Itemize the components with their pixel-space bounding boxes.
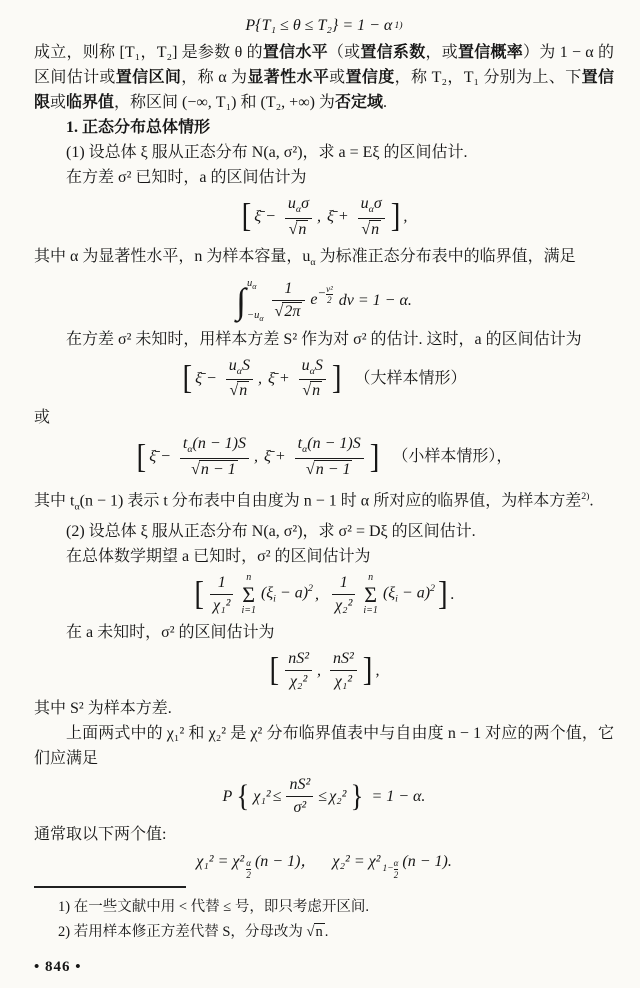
emphasis-term: 置信限: [34, 69, 614, 111]
tiny-fraction: α 2: [246, 858, 251, 880]
close-brace: }: [350, 779, 364, 814]
text-segment: ）为 1 − α 的区间估计或: [34, 44, 614, 86]
sum-upper-limit: n: [368, 572, 374, 584]
fraction: [210, 573, 233, 616]
quantile-subscript: [246, 858, 251, 880]
text-segment: ，称区间 (−∞, T₁) 和 (T₂, +∞) 为: [114, 94, 335, 111]
footnote-block: [34, 886, 614, 945]
probability-symbol: P: [222, 787, 233, 805]
numerator: nS²: [288, 650, 309, 668]
text-segment: α: [310, 256, 316, 268]
radical-sign: √: [302, 382, 311, 400]
radical-sign: √: [191, 460, 199, 478]
subscript: α: [295, 204, 302, 216]
fraction: [358, 194, 385, 240]
denominator: [285, 218, 312, 240]
argument: (n − 1)，: [254, 853, 317, 871]
text-segment: ，称 α 为: [181, 69, 248, 86]
fraction: [285, 194, 312, 240]
footnote-1: 1) 在一些文献中用 < 代替 ≤ 号，即只考虑开区间.: [58, 899, 369, 916]
text-segment: .: [589, 492, 594, 510]
text-segment: 2): [581, 490, 590, 502]
denominator: [358, 218, 385, 240]
open-bracket: [: [269, 651, 280, 690]
denominator: χ₁²: [210, 594, 233, 616]
close-bracket: ]: [437, 575, 448, 614]
numerator: $t_\alpha(n - 1)S$: [297, 435, 361, 456]
radical-sign: √: [274, 303, 283, 321]
sigma-sign: Σ: [242, 581, 256, 607]
lower-limit: $-u_\alpha$: [246, 309, 264, 323]
squared-deviation-term: $(\xi_i - a)^2$: [260, 583, 313, 605]
para-t-critical: [34, 484, 614, 520]
separator: ,: [253, 448, 262, 466]
close-bracket: ]: [369, 437, 380, 476]
radicand: n: [239, 382, 248, 400]
numerator: 1: [217, 574, 226, 592]
sum-lower-limit: i=1: [241, 604, 256, 616]
fraction: [295, 434, 364, 480]
emphasis-term: 临界值: [66, 94, 115, 111]
text-segment: 为标准正态分布表中的临界值，满足: [315, 247, 576, 265]
mean-minus-term: ξ̄ −: [254, 207, 280, 225]
upper-limit: $u_\alpha$: [246, 277, 257, 291]
exponent: − v² 2: [317, 283, 333, 305]
trailing-comma: ,: [403, 207, 408, 225]
trailing-comma: ,: [375, 661, 380, 679]
close-bracket: ]: [331, 359, 342, 397]
denominator: [226, 379, 253, 401]
fraction: [286, 775, 313, 818]
mean-plus-term: ξ̄ +: [263, 448, 290, 466]
subscript: α: [309, 365, 315, 377]
fraction: [272, 279, 306, 322]
sum-upper-limit: n: [246, 572, 252, 584]
formula-normal-integral: [34, 279, 614, 323]
text-segment: α: [74, 501, 80, 513]
close-bracket: ]: [390, 197, 401, 236]
differential-equals: dv = 1 − α.: [334, 291, 412, 309]
equals-term: = 1 − α.: [367, 787, 426, 805]
denominator: [180, 458, 249, 480]
radical-sign: √: [306, 924, 314, 941]
summation: [363, 573, 378, 616]
radical-sign: √: [288, 220, 297, 238]
sigma-sign: Σ: [364, 581, 378, 607]
subscript: α: [302, 444, 308, 456]
integral-sign: ∫: [236, 280, 246, 321]
text-segment: 其中 t: [34, 492, 75, 510]
quantile-subscript: 1− $\frac{\alpha}{2}$: [382, 858, 399, 880]
numerator: $u_\alpha S$: [301, 356, 323, 377]
numerator: nS²: [289, 776, 311, 794]
formula-chi-quantiles: [34, 851, 614, 880]
mean-minus-term: ξ̄ −: [195, 369, 221, 387]
subscript: α: [187, 444, 193, 456]
radicand: n: [312, 382, 321, 400]
para-definition: [34, 40, 614, 115]
para-case1-mean: (1) 设总体 ξ 服从正态分布 N(a, σ²)，求 a = Eξ 的区间估计.: [66, 144, 468, 161]
separator: ,: [315, 585, 327, 603]
text-segment: （或: [327, 44, 361, 61]
text-segment: .: [382, 94, 387, 111]
open-bracket: [: [194, 575, 205, 614]
tiny-fraction: $\frac{\text{v²}}{2}$: [326, 283, 333, 305]
mean-plus-term: ξ̄ +: [267, 369, 294, 387]
para-sample-variance: 其中 S² 为样本方差.: [34, 700, 172, 718]
text-segment: 其中 α 为显著性水平，n 为样本容量，u: [34, 247, 311, 265]
leq-sign: ≤: [318, 787, 328, 805]
subscript: α: [236, 365, 242, 377]
radicand: n − 1: [200, 460, 236, 478]
denominator: χ₂²: [285, 670, 312, 692]
integral-limits: [247, 279, 264, 323]
subscript: α: [368, 204, 374, 216]
chi-upper: χ₂²: [329, 787, 347, 805]
mean-plus-term: ξ̄ +: [327, 207, 353, 225]
formula-interval-sigma-mean-known: [34, 573, 614, 616]
numerator: $u_\alpha S$: [228, 356, 250, 377]
radical-sign: √: [229, 382, 238, 400]
para-mean-unknown: 在 a 未知时，σ² 的区间估计为: [66, 624, 275, 642]
emphasis-term: 置信概率: [457, 44, 523, 61]
summation: [241, 573, 256, 616]
radical-sign: √: [361, 220, 370, 238]
denominator: σ²: [286, 796, 313, 818]
text-segment: 或: [50, 94, 67, 111]
fraction: [285, 649, 312, 692]
fraction: [299, 356, 326, 402]
numerator: 1: [284, 280, 293, 298]
emphasis-term: 置信系数: [360, 44, 426, 61]
numerator: $t_\alpha(n - 1)S$: [182, 435, 246, 456]
squared-deviation-term: $(\xi_i - a)^2$: [382, 583, 435, 605]
denominator: χ₂²: [332, 594, 355, 616]
formula-body: P{T₁ ≤ θ ≤ T₂} = 1 − α: [245, 17, 393, 34]
footnote-divider: [34, 886, 186, 888]
text-segment: 或: [329, 69, 346, 86]
sum-lower-limit: i=1: [363, 604, 378, 616]
para-variance-known: 在方差 σ² 已知时，a 的区间估计为: [66, 169, 307, 186]
fraction: [226, 356, 253, 402]
radical-sign: √: [305, 460, 314, 478]
para-variance-unknown: 在方差 σ² 未知时，用样本方差 S² 作为对 σ² 的估计. 这时，a 的区间估计为: [66, 330, 582, 348]
mean-minus-term: ξ̄ −: [149, 448, 175, 466]
open-brace: {: [236, 779, 250, 814]
formula-confidence-statement: [34, 16, 614, 36]
separator: ,: [317, 661, 325, 679]
denominator: [299, 379, 326, 401]
formula-chi-probability: [34, 775, 614, 818]
integral: [236, 279, 263, 323]
open-bracket: [: [241, 197, 252, 236]
open-bracket: [: [136, 437, 147, 476]
radicand: n − 1: [315, 460, 351, 478]
exponential-term: $e^{- \frac{\text{v²}}{2}}$: [310, 283, 333, 308]
text-segment: 成立，则称 [T₁，T₂] 是参数 θ 的: [34, 44, 263, 61]
case-note-small-sample: （小样本情形），: [392, 448, 513, 466]
numerator: nS²: [333, 650, 354, 668]
para-chi-values: 上面两式中的 χ₁² 和 χ₂² 是 χ² 分布临界值表中与自由度 n − 1 对应的两个值，它们应满足: [34, 725, 614, 768]
text-segment: ，或: [425, 44, 458, 61]
heading-normal-population: 1. 正态分布总体情形: [66, 119, 211, 136]
emphasis-term: 置信度: [345, 69, 395, 86]
separator: ,: [257, 369, 266, 387]
radicand: 2π: [284, 303, 301, 321]
chi-lower: χ₁²: [253, 787, 271, 805]
argument: (n − 1).: [402, 853, 452, 871]
radicand: n: [371, 220, 380, 238]
leq-sign: ≤: [272, 787, 282, 805]
formula-interval-sigma-mean-unknown: [34, 649, 614, 692]
radicand: n: [315, 924, 323, 941]
emphasis-term: 否定域: [334, 94, 383, 111]
para-mean-known: 在总体数学期望 a 已知时，σ² 的区间估计为: [66, 548, 371, 566]
formula-interval-known-variance: [34, 194, 614, 240]
denominator: χ₁²: [330, 670, 357, 692]
separator: ,: [317, 207, 325, 225]
trailing-period: .: [450, 585, 455, 603]
numerator: $u_\alpha\sigma$: [360, 195, 382, 216]
close-bracket: ]: [362, 651, 373, 690]
chi1-equals: χ₁² = χ²: [196, 853, 245, 871]
word-or: 或: [34, 409, 51, 427]
numerator: 1: [339, 574, 348, 592]
fraction: [180, 434, 249, 480]
numerator: $u_\alpha\sigma$: [287, 195, 309, 216]
chi2-equals: χ₂² = χ²: [332, 853, 381, 871]
fraction: [330, 649, 357, 692]
denominator: [272, 300, 306, 322]
formula-interval-small-sample: [34, 434, 614, 480]
tiny-fraction: $\frac{\alpha}{2}$: [393, 858, 399, 880]
para-u-critical: [34, 244, 614, 275]
fraction: [332, 573, 355, 616]
case-note-large-sample: （大样本情形）: [354, 369, 467, 387]
emphasis-term: 置信区间: [115, 69, 182, 86]
emphasis-term: 置信水平: [262, 44, 328, 61]
radicand: n: [298, 220, 307, 238]
text-segment: (n − 1) 表示 t 分布表中自由度为 n − 1 时 α 所对应的临界值，为样本方差: [79, 492, 582, 510]
para-case2-variance: (2) 设总体 ξ 服从正态分布 N(a, σ²)，求 σ² = Dξ 的区间估计.: [66, 523, 476, 541]
text-segment: ，称 T₂，T₁ 分别为上、下: [394, 69, 582, 86]
emphasis-term: 显著性水平: [247, 69, 330, 86]
page-number: • 846 •: [34, 959, 82, 976]
para-usual-values: 通常取以下两个值:: [34, 826, 167, 844]
denominator: [295, 458, 364, 480]
formula-interval-large-sample: [34, 356, 614, 402]
footnote-2: 2) 若用样本修正方差代替 S，分母改为 √ n .: [58, 924, 329, 941]
open-bracket: [: [182, 359, 193, 397]
footnote-ref-1: 1): [394, 19, 403, 31]
